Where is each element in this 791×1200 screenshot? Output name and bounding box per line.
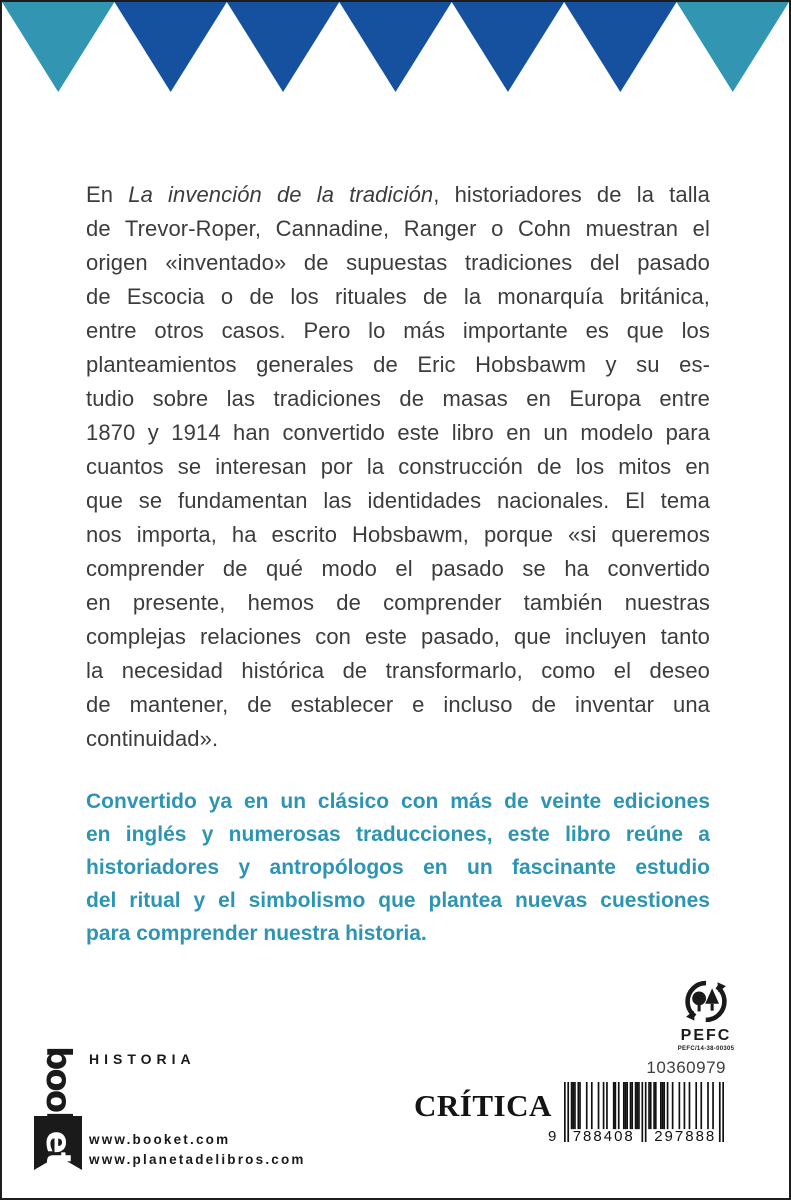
text-line: historiadores y antropólogos en un fascinante estudio <box>86 856 710 879</box>
text-line: cuantos se interesan por la construcción de los mitos en <box>86 454 710 479</box>
pefc-logo <box>664 980 748 1052</box>
text-line: continuidad». <box>86 726 219 751</box>
url-booket: www.booket.com <box>89 1132 231 1147</box>
pennant-banner <box>2 2 789 94</box>
text-line: del ritual y el simbolismo que plantea nuevas cuestiones <box>86 889 710 912</box>
text-line: la necesidad histórica de transformarlo, como el deseo <box>86 658 710 683</box>
ean-digit-first: 9 <box>548 1128 557 1145</box>
synopsis-paragraph <box>86 178 710 756</box>
pennant-triangle <box>564 2 676 92</box>
text-line: En La invención de la tradición, historiadores de la talla <box>86 182 711 207</box>
text-line: comprender de qué modo el pasado se ha convertido <box>86 556 710 581</box>
pennant-triangle <box>452 2 564 92</box>
url-planetadelibros: www.planetadelibros.com <box>89 1151 306 1167</box>
booket-wordmark <box>34 1046 82 1180</box>
website-urls <box>89 1130 306 1169</box>
text-line: que se fundamentan las identidades nacionales. El tema <box>86 488 710 513</box>
product-code: 10360979 <box>646 1058 726 1077</box>
text-line: origen «inventado» de supuestas tradiciones del pasado <box>86 250 710 275</box>
ean-digits-left: 788408 <box>572 1128 635 1145</box>
pefc-cert-number: PEFC/14-38-00305 <box>677 1046 735 1052</box>
text-line: tudio sobre las tradiciones de masas en Europa entre <box>86 386 710 411</box>
pennant-triangle <box>339 2 451 92</box>
text-line: entre otros casos. Pero lo más importante es que los <box>86 318 710 343</box>
text-line: en presente, hemos de comprender también nuestras <box>86 590 710 615</box>
text-line: de Trevor-Roper, Cannadine, Ranger o Cohn muestran el <box>86 216 710 241</box>
highlight-paragraph <box>86 785 710 950</box>
pennant-triangle <box>114 2 226 92</box>
booket-logo <box>34 1046 82 1180</box>
ean-digits-right: 297888 <box>654 1128 717 1145</box>
ean-barcode <box>548 1082 726 1146</box>
ean-number <box>548 1128 726 1145</box>
text-line: complejas relaciones con este pasado, que incluyen tanto <box>86 624 710 649</box>
pefc-logo-icon <box>683 980 729 1026</box>
pefc-label: PEFC <box>680 1027 732 1044</box>
pennant-triangle <box>2 2 114 92</box>
text-line: Convertido ya en un clásico con más de veinte ediciones <box>86 790 710 813</box>
booket-wordmark-black: book <box>38 1046 78 1131</box>
text-line: planteamientos generales de Eric Hobsbawm y su es- <box>86 352 710 377</box>
pennant-triangle <box>227 2 339 92</box>
booket-wordmark-white: et <box>38 1130 78 1167</box>
collection-label: HISTORIA <box>89 1051 196 1067</box>
text-line: 1870 y 1914 han convertido este libro en un modelo para <box>86 420 710 445</box>
text-line: en inglés y numerosas traducciones, este libro reúne a <box>86 823 710 846</box>
text-line: nos importa, ha escrito Hobsbawm, porque «si queremos <box>86 522 710 547</box>
text-line: de Escocia o de los rituales de la monarquía británica, <box>86 284 710 309</box>
text-line: para comprender nuestra historia. <box>86 922 427 945</box>
text-line: de mantener, de establecer e incluso de inventar una <box>86 692 710 717</box>
pennant-triangle <box>677 2 789 92</box>
critica-logo: CRÍTICA <box>414 1088 552 1123</box>
